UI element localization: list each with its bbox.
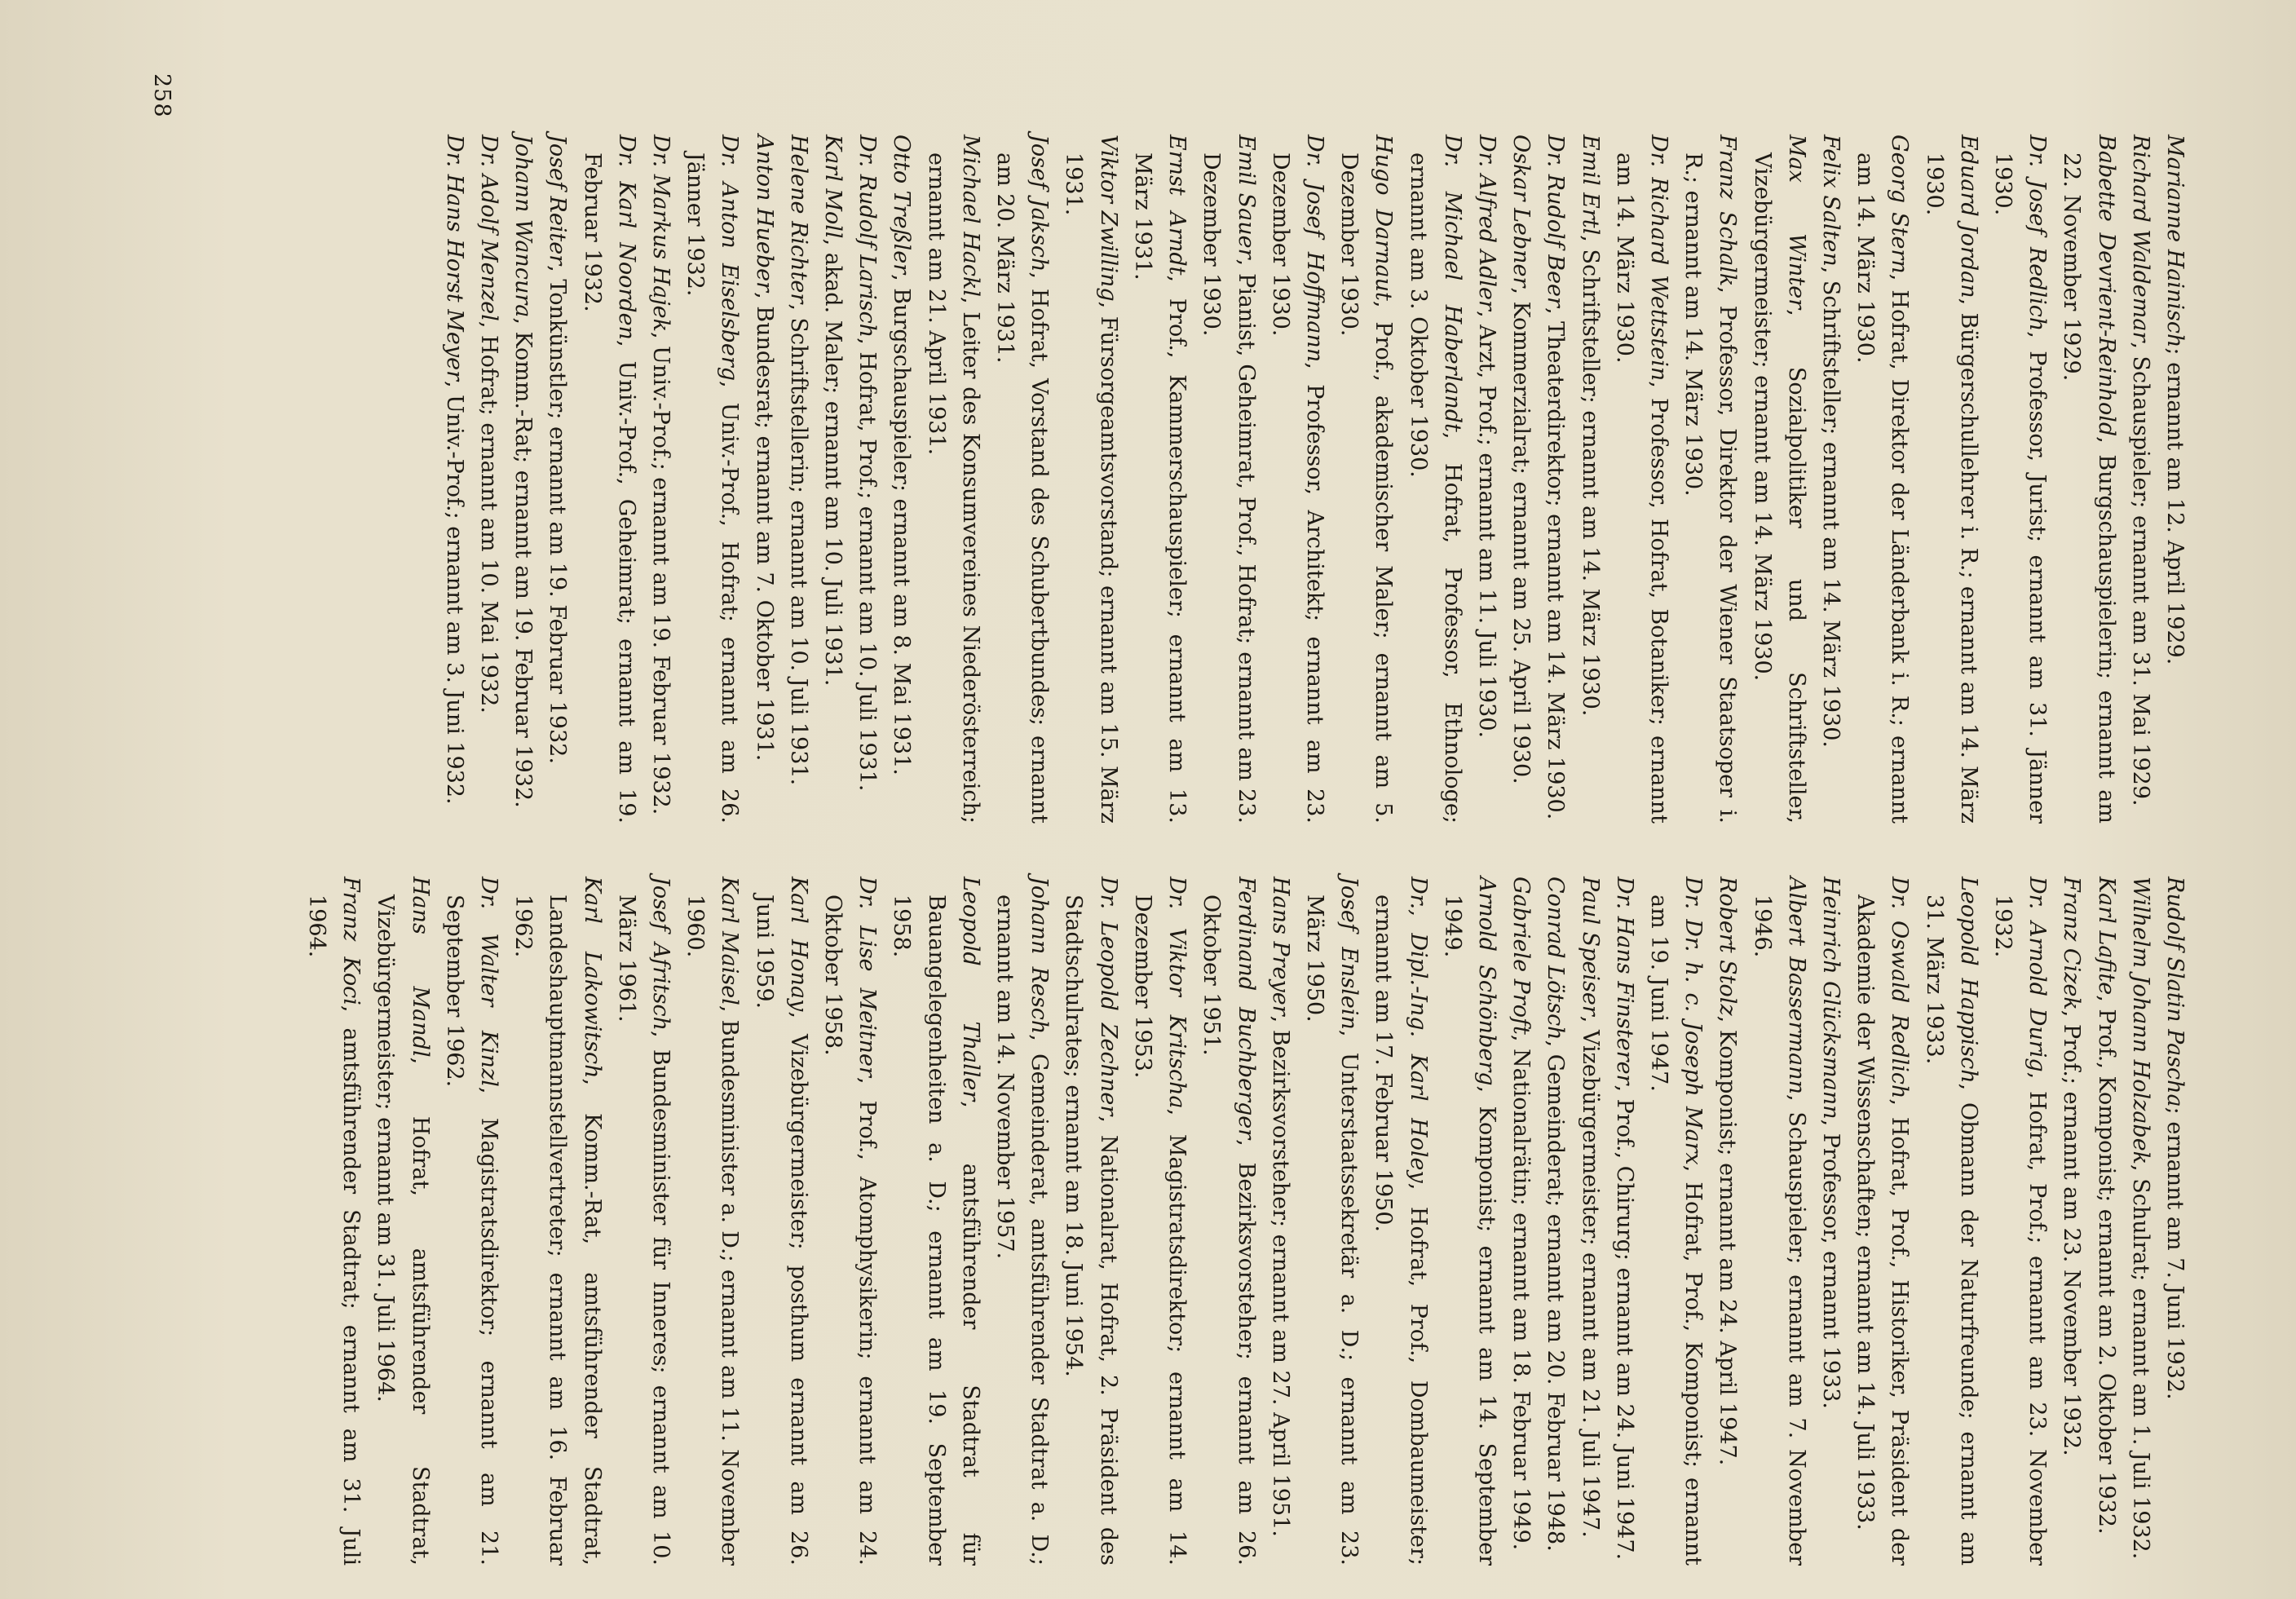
honorary-citizen-entry [884, 877, 987, 1566]
honorary-citizen-entry [1538, 135, 1572, 824]
citizen-name: Richard Waldemar [2127, 135, 2153, 342]
citizen-name: Dr. Josef Hoffmann [1301, 135, 1327, 363]
citizen-details: , Professor, ernannt 1933. [1817, 1119, 1843, 1410]
honorary-citizen-entry [1607, 135, 1676, 824]
honorary-citizen-entry [1331, 135, 1400, 824]
citizen-name: Dr. Josef Redlich [2024, 135, 2051, 332]
honorary-citizen-entry [987, 877, 1056, 1566]
citizen-details: , Tonkünstler; ernannt am 19. Februar 1932. [545, 265, 571, 765]
citizen-details: , Nationalrat, Hofrat, 2. Präsident des Stadtschulrates; ernannt am 18. Juni 1954. [1061, 894, 1121, 1566]
citizen-details: , Professor, Jurist; ernannt am 31. Jänner 1930. [1989, 152, 2051, 824]
citizen-name: Dr. Arnold Durig [2024, 877, 2051, 1072]
honorary-citizen-entry [815, 877, 884, 1566]
citizen-details: , Hofrat, Vorstand des Schubertbundes; ernannt am 20. März 1931. [992, 152, 1053, 824]
honorary-citizen-entry [1538, 877, 1572, 1566]
citizen-name: Franz Cizek [2059, 877, 2085, 1010]
citizen-details: , Schulrat; ernannt am 1. Juli 1932. [2127, 1164, 2153, 1560]
honorary-citizen-entry [884, 135, 918, 824]
citizen-details: , amtsführender Stadtrat; ernannt am 31. Juli 1964. [304, 894, 364, 1566]
citizen-name: Wilhelm Johann Holzabek [2127, 877, 2153, 1165]
citizen-details: , Univ.-Prof., Hofrat; ernannt am 26. Jänner 1932. [682, 152, 743, 824]
citizen-name: Babette Devrient-Reinhold [2093, 135, 2119, 437]
citizen-name: Georg Stern [1887, 135, 1913, 274]
citizen-details: , Hofrat, Prof., Historiker, Präsident der Akademie der Wissenschaften; ernannt am 14. Juli 1933. [1852, 894, 1913, 1566]
citizen-details: , Prof., Kammerschauspieler; ernannt am 13. März 1931. [1129, 152, 1190, 824]
citizen-name: Oskar Lebner [1508, 135, 1534, 288]
citizen-name: Hugo Darnaut [1371, 135, 1397, 301]
honorary-citizen-entry [1297, 877, 1366, 1566]
honorary-citizen-entry [299, 877, 368, 1566]
citizen-details: , Gemeinderat, amtsführender Stadtrat a. D.; ernannt am 14. November 1957. [992, 894, 1053, 1566]
honorary-citizen-entry [1710, 877, 1744, 1566]
citizen-name: Dr. Lise Meitner [854, 877, 881, 1077]
citizen-name: Josef Enslein [1336, 877, 1362, 1030]
honorary-citizen-entry [2054, 135, 2122, 824]
citizen-details: , Nationalrätin; ernannt am 18. Februar 1949. [1508, 1034, 1534, 1551]
honorary-citizen-entry [987, 135, 1056, 824]
honorary-citizen-entry [1194, 877, 1262, 1566]
citizen-details: , Schriftsteller; ernannt am 14. März 1930. [1817, 266, 1843, 748]
citizen-details: , Komponist; ernannt am 24. April 1947. [1715, 1015, 1741, 1466]
honorary-citizen-entry [437, 877, 506, 1566]
honorary-citizen-entry [1125, 877, 1194, 1566]
honorary-citizen-entry [1916, 135, 1985, 824]
honorary-citizen-entry [1985, 877, 2054, 1566]
citizen-name: Dr. Anton Eiselsberg [717, 135, 743, 382]
citizen-name: Dr. Viktor Kritscha [1164, 877, 1190, 1109]
citizen-name: Emil Sauer [1233, 135, 1259, 259]
citizen-name: Conrad Lötsch [1543, 877, 1569, 1040]
citizen-details: , Burgschauspielerin; ernannt am 22. November 1929. [2059, 152, 2119, 824]
honorary-citizen-entry [1263, 877, 1297, 1566]
citizen-name: Karl Honay [785, 877, 811, 1012]
honorary-citizen-entry [1503, 135, 1538, 824]
citizen-name: Heinrich Glücksmann [1817, 877, 1843, 1120]
citizen-details: , Vizebürgermeister; posthum ernannt am 26. Juni 1959. [751, 894, 811, 1566]
honorary-citizen-entry [1813, 135, 1848, 824]
citizen-details: , Schriftsteller; ernannt am 14. März 1930. [1577, 235, 1603, 717]
citizen-name: Dr. Adolf Menzel [476, 135, 502, 321]
citizen-name: Franz Schalk [1715, 135, 1741, 287]
honorary-citizen-entry [471, 135, 506, 824]
citizen-name: Arnold Schönberg [1473, 877, 1499, 1086]
column-left [437, 135, 2192, 824]
citizen-details: , Univ.-Prof.; ernannt am 19. Februar 1932. [648, 331, 674, 815]
citizen-name: Max Winter [1783, 135, 1809, 310]
honorary-citizen-entry [2088, 877, 2122, 1566]
honorary-citizen-entry [1985, 135, 2054, 824]
citizen-details: , Prof., Atomphysikerin; ernannt am 24. Oktober 1958. [820, 894, 881, 1566]
citizen-name: Dr. Rudolf Larisch [854, 135, 881, 338]
citizen-details: , Hofrat, amtsführender Stadtrat, Vizebürgermeister; ernannt am 31. Juli 1964. [373, 894, 433, 1566]
citizen-name: Dr. Oswald Redlich [1887, 877, 1913, 1099]
citizen-name: Johann Wancura [510, 135, 536, 318]
citizen-name: Emil Ertl [1577, 135, 1603, 236]
citizen-name: Otto Treßler [889, 135, 915, 275]
citizen-details: , Komponist; ernannt am 14. September 1949. [1439, 894, 1499, 1566]
honorary-citizen-entry [2157, 877, 2192, 1566]
citizen-name: Marianne Hainisch [2162, 135, 2188, 348]
honorary-citizen-entry [1400, 135, 1468, 824]
citizen-details: , Bezirksvorsteher; ernannt am 26. Oktober 1951. [1199, 894, 1259, 1566]
honorary-citizen-entry [2123, 135, 2157, 824]
honorary-citizen-entry [1572, 135, 1606, 824]
citizen-name: Josef Afritsch [648, 877, 674, 1031]
citizen-name: Karl Lakowitsch [579, 877, 605, 1079]
honorary-citizen-entry [1366, 877, 1434, 1566]
honorary-citizen-entry [2157, 135, 2192, 824]
citizen-details: , Komm.-Rat; ernannt am 19. Februar 1932. [510, 317, 536, 808]
citizen-name: Josef Jaksch [1027, 135, 1053, 272]
honorary-citizen-entry [574, 135, 642, 824]
citizen-name: Dr., Dipl.-Ing. Karl Holey [1405, 877, 1431, 1183]
citizen-details: , Pianist, Geheimrat, Prof., Hofrat; ernannt am 23. Dezember 1930. [1199, 152, 1259, 824]
page-number: 258 [149, 73, 174, 118]
citizen-name: Michael Hackl [957, 135, 983, 297]
honorary-citizen-entry [1435, 877, 1503, 1566]
citizen-name: Hans Preyer [1267, 877, 1293, 1016]
citizen-details: , Arzt, Prof.; ernannt am 11. Juli 1930. [1473, 310, 1499, 739]
citizen-details: , Theaterdirektor; ernannt am 14. März 1930. [1543, 307, 1569, 820]
honorary-citizen-entry [746, 135, 780, 824]
citizen-name: Dr. Walter Kinzl [476, 877, 502, 1087]
citizen-name: Albert Bassermann [1783, 877, 1809, 1095]
citizen-name: Eduard Jordan [1955, 135, 1981, 298]
citizen-name: Anton Hueber [751, 135, 777, 293]
citizen-name: Ernst Arndt [1164, 135, 1190, 276]
citizen-details: , Obmann der Naturfreunde; ernannt am 31. März 1933. [1921, 894, 1981, 1566]
honorary-citizen-entry [368, 877, 436, 1566]
citizen-details: , Professor, Hofrat, Botaniker; ernannt am 14. März 1930. [1611, 152, 1671, 824]
honorary-citizen-entry [506, 135, 540, 824]
citizen-name: Dr. Alfred Adler [1473, 135, 1499, 311]
citizen-name: Karl Lafite [2093, 877, 2119, 996]
citizen-name: Robert Stolz [1715, 877, 1741, 1016]
citizen-details: , Bundesrat; ernannt am 7. Oktober 1931. [751, 292, 777, 762]
honorary-citizen-entry [1607, 877, 1641, 1566]
citizen-name: Leopold Happisch [1955, 877, 1981, 1084]
honorary-citizen-entry [609, 877, 678, 1566]
citizen-details: , Bundesminister für Inneres; ernannt am 10. März 1961. [613, 894, 674, 1566]
citizen-name: Dr. Richard Wettstein [1645, 135, 1671, 382]
citizen-details: , Hofrat, Prof., Dombaumeister; ernannt am 17. Februar 1950. [1371, 894, 1431, 1566]
citizen-details: , Prof.; ernannt am 23. November 1932. [2059, 1009, 2085, 1456]
citizen-details: , Hofrat, Prof., Komponist; ernannt am 19. Juni 1947. [1645, 894, 1707, 1566]
citizen-name: Franz Koci [338, 877, 364, 1005]
honorary-citizen-entry [678, 877, 746, 1566]
citizen-name: Karl Moll [820, 135, 846, 239]
citizen-name: Gabriele Proft [1508, 877, 1534, 1035]
citizen-details: , Prof., Komponist; ernannt am 2. Oktober 1932. [2093, 995, 2119, 1535]
citizen-details: , Fürsorgeamtsvorstand; ernannt am 15. März 1931. [1061, 152, 1121, 824]
citizen-details: , Univ.-Prof.; ernannt am 3. Juni 1932. [441, 380, 467, 805]
honorary-citizen-entry [1813, 877, 1848, 1566]
honorary-citizen-entry [643, 135, 678, 824]
citizen-name: Paul Speiser [1577, 877, 1603, 1016]
citizen-details: , Sozialpolitiker und Schriftsteller, Vizebürgermeister; ernannt am 14. März 1930. [1749, 152, 1809, 824]
honorary-citizen-entry [850, 135, 884, 824]
citizen-details: , amtsführender Stadtrat für Bauangelegenheiten a. D.; ernannt am 19. September 1958. [889, 894, 983, 1566]
citizen-details: , Gemeinderat; ernannt am 20. Februar 1948. [1543, 1040, 1569, 1552]
citizen-details: , Univ.-Prof., Geheimrat; ernannt am 19. Februar 1932. [579, 152, 639, 824]
citizen-details: , Professor, Architekt; ernannt am 23. Dezember 1930. [1267, 152, 1327, 824]
honorary-citizen-entry [746, 877, 815, 1566]
citizen-details: , Schauspieler; ernannt am 7. November 1946. [1749, 894, 1809, 1566]
citizen-details: , akad. Maler; ernannt am 10. Juli 1931. [820, 238, 846, 687]
honorary-citizen-entry [506, 877, 609, 1566]
citizen-name: Dr. Michael Haberlandt [1439, 135, 1465, 432]
citizen-details: , Burgschauspieler; ernannt am 8. Mai 1931. [889, 274, 915, 775]
column-right [299, 877, 2192, 1566]
honorary-citizen-entry [1125, 135, 1194, 824]
citizen-name: Dr. Leopold Zechner [1095, 877, 1121, 1116]
honorary-citizen-entry [1572, 877, 1606, 1566]
citizen-name: Dr. Karl Noorden [613, 135, 639, 340]
honorary-citizen-entry [1744, 135, 1813, 824]
citizen-details: , Professor, Direktor der Wiener Staatsoper i. R.; ernannt am 14. März 1930. [1680, 152, 1741, 824]
honorary-citizen-entry [1848, 135, 1916, 824]
honorary-citizen-entry [1194, 135, 1262, 824]
citizen-details: , Bundesminister a. D.; ernannt am 11. November 1960. [682, 894, 743, 1566]
citizen-details: , Magistratsdirektor; ernannt am 14. Dezember 1953. [1129, 894, 1190, 1566]
honorary-citizen-entry [1263, 135, 1331, 824]
citizen-name: Leopold Thaller [957, 877, 983, 1102]
honorary-citizen-entry [1641, 877, 1710, 1566]
honorary-citizen-entry [1676, 135, 1744, 824]
citizen-name: Hans Mandl [407, 877, 433, 1058]
honorary-citizen-entry [1503, 877, 1538, 1566]
citizen-details: , Schriftstellerin; ernannt am 10. Juli 1931. [785, 303, 811, 786]
page-content [64, 49, 2232, 1566]
citizen-name: Karl Maisel [717, 877, 743, 1005]
citizen-details: , Hofrat, Prof.; ernannt am 23. November 1932. [1989, 894, 2051, 1566]
honorary-citizen-entry [437, 135, 471, 824]
citizen-name: Felix Salten [1817, 135, 1843, 267]
citizen-name: Dr. Dr. h. c. Joseph Marx [1680, 877, 1707, 1165]
citizen-details: , Unterstaatssekretär a. D.; ernannt am 23. März 1950. [1301, 894, 1362, 1566]
citizen-details: , Hofrat, Prof.; ernannt am 10. Juli 1931. [854, 338, 881, 792]
citizen-details: ; ernannt am 12. April 1929. [2162, 347, 2188, 665]
citizen-details: , Prof., Chirurg; ernannt am 24. Juni 1947. [1611, 1084, 1637, 1561]
honorary-citizen-entry [1916, 877, 1985, 1566]
citizen-name: Rudolf Slatin Pascha [2162, 877, 2188, 1107]
citizen-details: , Komm.-Rat, amtsführender Stadtrat, Landeshauptmannstellvertreter; ernannt am 16. Februar 1962. [510, 894, 605, 1566]
citizen-name: Dr. Hans Horst Meyer [441, 135, 467, 381]
citizen-details: , Prof., akademischer Maler; ernannt am 5. Dezember 1930. [1336, 152, 1397, 824]
citizen-details: , Bürgerschullehrer i. R.; ernannt am 14. März 1930. [1921, 152, 1981, 824]
honorary-citizen-entry [815, 135, 850, 824]
citizen-details: , Bezirksvorsteher; ernannt am 27. April 1951. [1267, 1015, 1293, 1537]
honorary-citizen-entry [918, 135, 987, 824]
citizen-name: Josef Reiter [545, 135, 571, 266]
honorary-citizen-entry [1744, 877, 1813, 1566]
citizen-details: ; ernannt am 7. Juni 1932. [2162, 1106, 2188, 1400]
citizen-details: , Magistratsdirektor; ernannt am 21. September 1962. [441, 894, 502, 1566]
citizen-name: Viktor Zwilling [1095, 135, 1121, 302]
honorary-citizen-entry [1056, 135, 1124, 824]
honorary-citizen-entry [781, 135, 815, 824]
citizen-details: , Leiter des Konsumvereines Niederösterreich; ernannt am 21. April 1931. [923, 152, 983, 824]
citizen-name: Dr. Hans Finsterer [1611, 877, 1637, 1085]
citizen-name: Dr. Rudolf Beer [1543, 135, 1569, 307]
citizen-details: , Hofrat, Direktor der Länderbank i. R.; ernannt am 14. März 1930. [1852, 152, 1913, 824]
citizen-details: , Hofrat; ernannt am 10. Mai 1932. [476, 320, 502, 713]
citizen-name: Helene Richter [785, 135, 811, 304]
honorary-citizen-entry [2123, 877, 2157, 1566]
citizen-name: Dr. Markus Hajek [648, 135, 674, 332]
citizen-details: , Hofrat, Professor, Ethnologe; ernannt am 3. Oktober 1930. [1405, 152, 1465, 824]
honorary-citizen-entry [540, 135, 574, 824]
honorary-citizen-entry [1469, 135, 1503, 824]
honorary-citizen-entry [1848, 877, 1916, 1566]
citizen-name: Johann Resch [1027, 877, 1053, 1035]
citizen-name: Ferdinand Buchberger [1233, 877, 1259, 1140]
citizen-details: , Schauspieler; ernannt am 31. Mai 1929. [2127, 342, 2153, 806]
honorary-citizen-entry [678, 135, 746, 824]
citizen-details: , Kommerzialrat; ernannt am 25. April 1930. [1508, 287, 1534, 784]
honorary-citizen-entry [2054, 877, 2088, 1566]
citizen-details: , Vizebürgermeister; ernannt am 21. Juli 1947. [1577, 1015, 1603, 1538]
honorary-citizen-entry [1056, 877, 1124, 1566]
